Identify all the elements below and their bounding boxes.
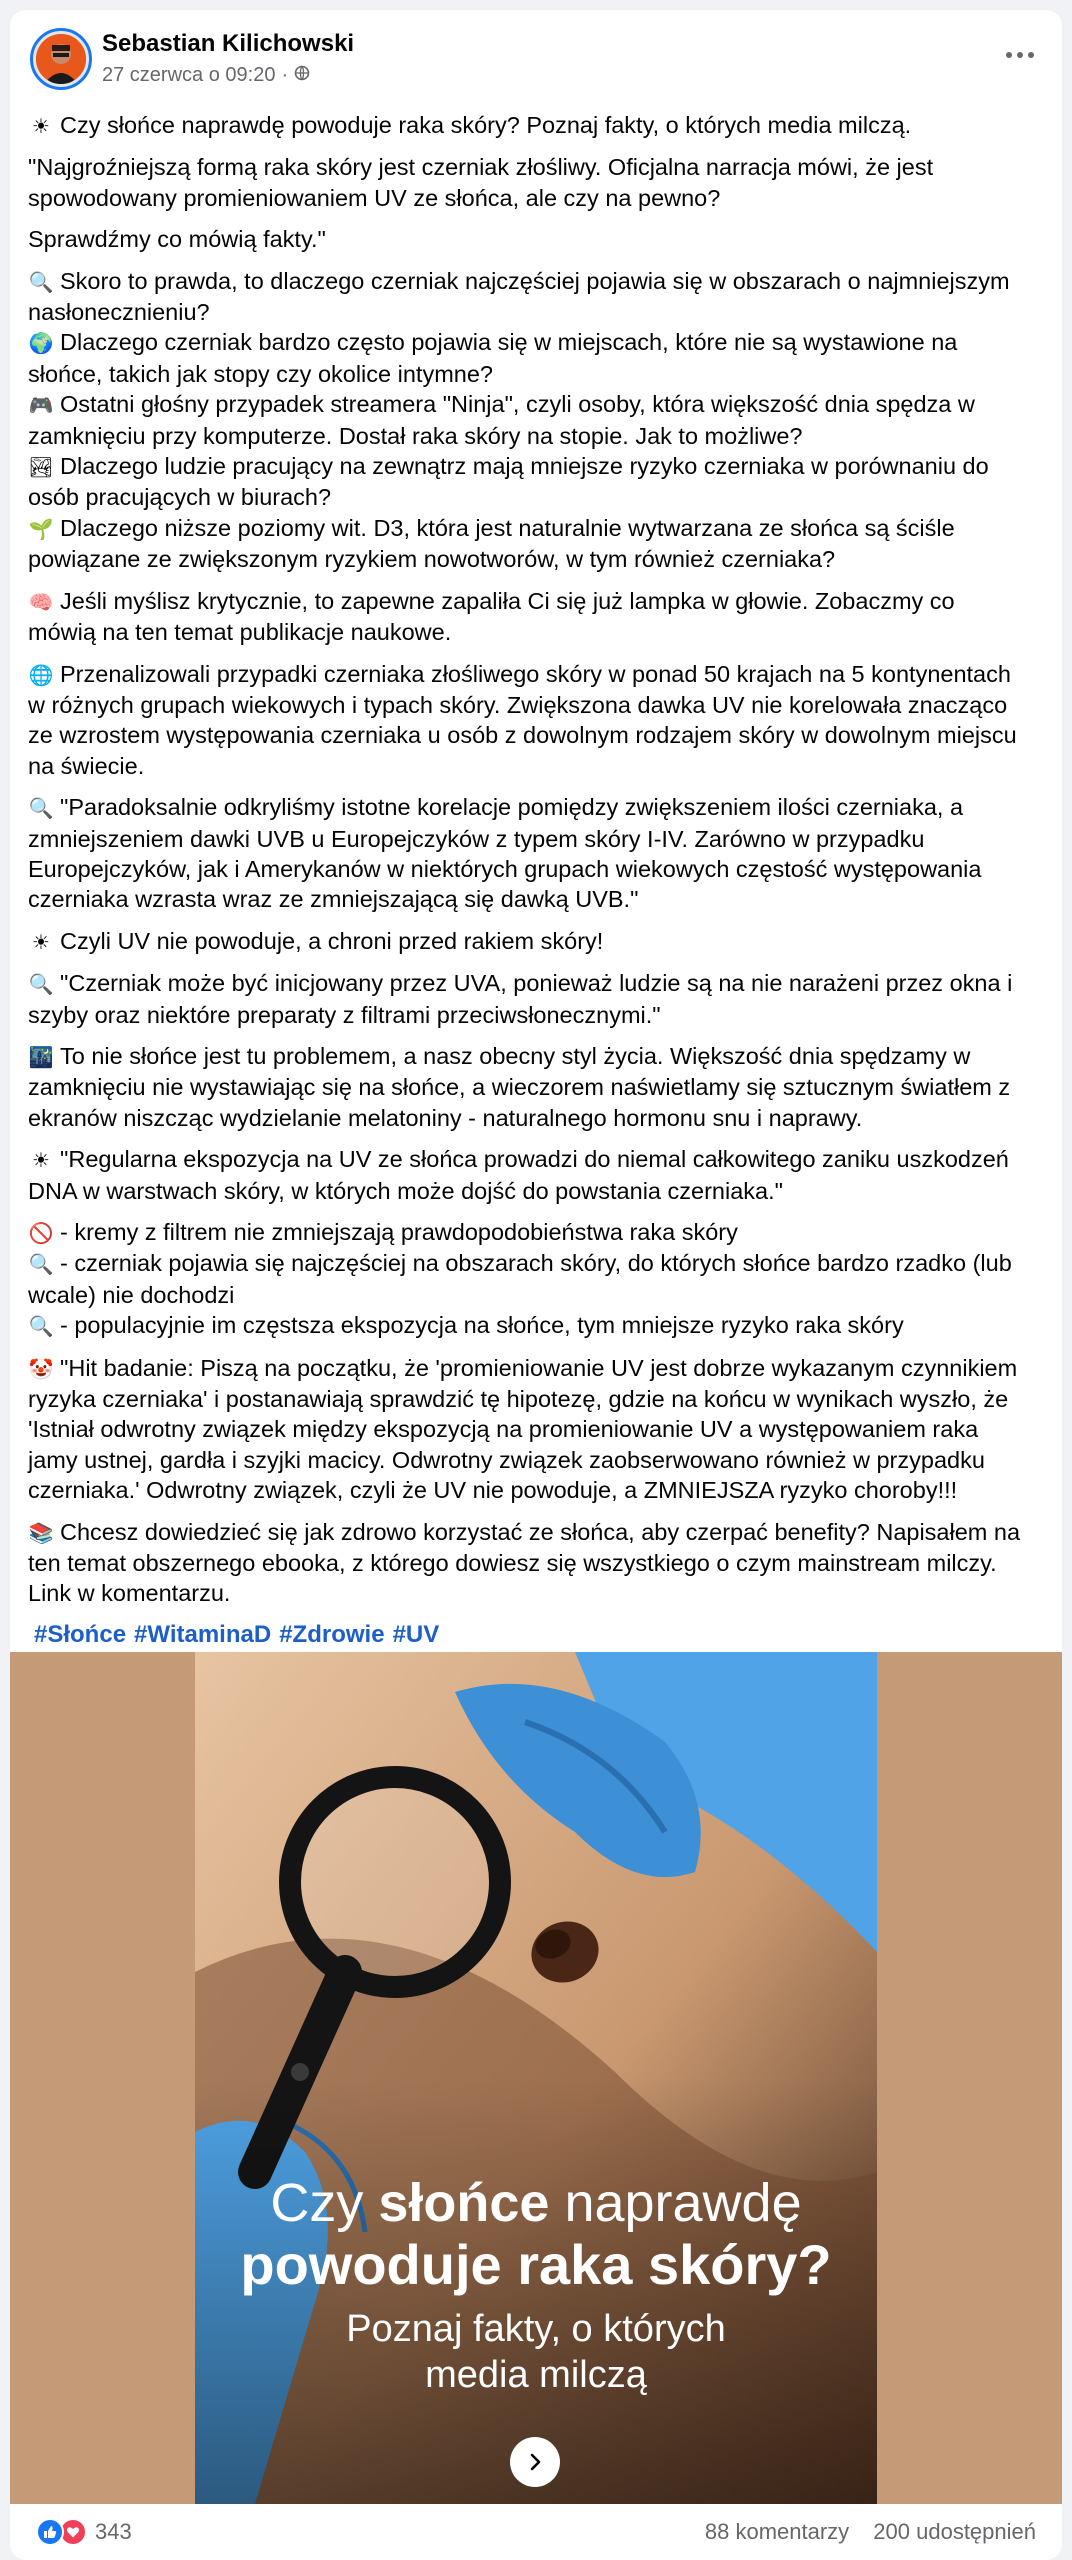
post-line: [28, 884, 1044, 914]
post-line: [28, 327, 1044, 358]
emoji-icon: 🧠: [28, 589, 54, 614]
post-line: [28, 586, 1044, 617]
emoji-icon: 🔍: [28, 972, 54, 997]
post-line: [28, 968, 1044, 999]
post-line-text: Czyli UV nie powoduje, a chroni przed rakiem skóry!: [60, 927, 604, 954]
post-meta: [102, 64, 310, 87]
headline-regular: Czy: [270, 2173, 379, 2233]
emoji-icon: ☀: [32, 1148, 50, 1173]
post-line: [28, 389, 1044, 420]
emoji-icon: 🔍: [28, 1314, 54, 1339]
post-line: [28, 659, 1044, 690]
comments-count[interactable]: 88 komentarzy: [704, 2519, 850, 2544]
post-line-text: czerniaka wzrasta wraz ze zmniejszającą się dawką UVB.": [28, 886, 639, 913]
post-line-text: słońce, takich jak stopy czy okolice intymne?: [28, 360, 493, 387]
emoji-icon: 🔍: [28, 796, 54, 821]
post-line: [28, 544, 1044, 574]
dot-icon: [1028, 52, 1034, 58]
post-line: [28, 926, 1044, 957]
image-subtitle-line2: media milczą: [425, 2354, 647, 2396]
post-paragraph: [28, 266, 1044, 575]
post-paragraph: [28, 1144, 1044, 1206]
hashtag-link[interactable]: #Słońce: [34, 1620, 127, 1648]
image-panel: [195, 1652, 877, 2504]
post-line-text: powiązane ze zwiększonym ryzykiem nowotworów, w tym również czerniaka?: [28, 546, 836, 573]
post-line-text: Skoro to prawda, to dlaczego czerniak najczęściej pojawia się w obszarach o najmniejszym: [60, 267, 1010, 294]
post-line: [28, 792, 1044, 823]
post-line-text: szyby oraz niektóre preparaty z filtrami przeciwsłonecznymi.": [28, 1001, 661, 1028]
post-line-text: jamy ustnej, gardła i szyjki macicy. Odwrotny związek zaobserwowano również w przypadku: [28, 1446, 985, 1473]
emoji-icon: 🌃: [28, 1044, 54, 1069]
dot-icon: [1017, 52, 1023, 58]
emoji-icon: ☀: [32, 114, 50, 138]
post-line: [28, 1517, 1044, 1548]
post-line: [28, 110, 1044, 141]
emoji-icon: 🌱: [28, 516, 54, 541]
emoji-icon: 🎮: [28, 393, 54, 418]
emoji-icon: 📚: [28, 1520, 54, 1545]
post-line: [28, 617, 1044, 647]
post-header: [10, 10, 1062, 98]
post-line-text: 'Istniał odwrotny związek między ekspozycją na promieniowanie UV a występowaniem raka: [28, 1416, 979, 1443]
post-line: [28, 183, 1044, 213]
emoji-icon: 🚫: [28, 1221, 54, 1245]
hashtag-link[interactable]: #UV: [392, 1620, 440, 1648]
image-headline-line1: [195, 2172, 877, 2234]
post-line: [28, 297, 1044, 327]
post-line-text: Dlaczego ludzie pracujący na zewnątrz mają mniejsze ryzyko czerniaka w porównaniu do: [60, 453, 989, 480]
post-paragraph: [28, 1217, 1044, 1342]
post-line-text: "Paradoksalnie odkryliśmy istotne korelacje pomiędzy zwiększeniem ilości czerniaka, a: [60, 794, 964, 821]
avatar-photo: [36, 34, 86, 84]
post-card: [10, 10, 1062, 2560]
post-line-text: ekranów niszcząc wydzielanie melatoniny - naturalnego hormonu snu i naprawy.: [28, 1104, 863, 1131]
image-subtitle-line1: Poznaj fakty, o których: [346, 2308, 726, 2350]
emoji-icon: 🌍: [28, 331, 54, 356]
post-line: [28, 1578, 1044, 1608]
post-line-text: mówią na ten temat publikacje naukowe.: [28, 619, 452, 646]
post-line: [28, 824, 1044, 854]
post-line-text: nasłonecznieniu?: [28, 299, 210, 326]
post-line-text: czerniaka.' Odwrotny związek, czyli że UV nie powoduje, a ZMNIEJSZA ryzyko choroby!!!: [28, 1477, 958, 1504]
post-date[interactable]: 27 czerwca o 09:20: [102, 64, 276, 86]
post-line-text: ten temat obszernego ebooka, z którego dowiesz się wszystkiego o czym mainstream milczy.: [28, 1550, 997, 1577]
post-line: [28, 854, 1044, 884]
emoji-icon: 🤡: [28, 1356, 54, 1381]
like-reaction-icon: [36, 2518, 64, 2546]
engagement-stats: [687, 2519, 1036, 2545]
hashtag-link[interactable]: #WitaminaD: [134, 1620, 272, 1648]
post-line-text: osób pracujących w biurach?: [28, 484, 332, 511]
emoji-icon: 🔍: [28, 269, 54, 294]
post-line: [28, 482, 1044, 512]
post-paragraph: [28, 1041, 1044, 1133]
chevron-right-icon: [524, 2451, 546, 2473]
post-line: [28, 513, 1044, 544]
post-paragraph: [28, 110, 1044, 141]
post-line-text: wcale) nie dochodzi: [28, 1281, 235, 1308]
post-line: [28, 690, 1044, 720]
post-image[interactable]: [10, 1652, 1062, 2504]
post-line: [28, 1310, 1044, 1341]
post-line: [28, 1217, 1044, 1248]
post-paragraph: [28, 926, 1044, 957]
reactions[interactable]: [36, 2518, 132, 2546]
post-paragraph: [28, 1517, 1044, 1609]
post-paragraph: [28, 152, 1044, 213]
post-line-text: Przenalizowali przypadki czerniaka złośliwego skóry w ponad 50 krajach na 5 kontynentach: [60, 660, 1011, 687]
post-paragraph: [28, 659, 1044, 782]
avatar[interactable]: [30, 28, 92, 90]
post-line: [28, 1414, 1044, 1444]
post-line-text: - kremy z filtrem nie zmniejszają prawdopodobieństwa raka skóry: [60, 1219, 738, 1245]
post-line-text: na świecie.: [28, 752, 145, 779]
post-line: [28, 1445, 1044, 1475]
post-line-text: zamknięciu przy komputerze. Dostał raka skóry na stopie. Jak to możliwe?: [28, 422, 803, 449]
post-line: [28, 224, 1044, 254]
post-line: [28, 751, 1044, 781]
post-line-text: - populacyjnie im częstsza ekspozycja na słońce, tym mniejsze ryzyko raka skóry: [60, 1312, 904, 1339]
reactions-count: 343: [95, 2519, 132, 2544]
post-paragraph: [28, 224, 1044, 254]
post-line-text: Sprawdźmy co mówią fakty.": [28, 226, 326, 253]
post-line-text: zamknięciu nie wystawiając się na słońce, a wieczorem naświetlamy się sztucznym światłem z: [28, 1074, 1011, 1101]
post-line: [28, 1041, 1044, 1072]
post-line-text: ryzyka czerniaka' i postanawiają sprawdzić tę hipotezę, gdzie na końcu w wynikach wyszło, że: [28, 1386, 1009, 1413]
post-paragraph: [28, 1353, 1044, 1506]
post-line-text: Link w komentarzu.: [28, 1580, 231, 1607]
post-line: [28, 1384, 1044, 1414]
carousel-next-button[interactable]: [510, 2437, 560, 2487]
post-line-text: To nie słońce jest tu problemem, a nasz obecny styl życia. Większość dnia spędzamy w: [60, 1042, 971, 1069]
image-headline-line2: powoduje raka skóry?: [240, 2233, 832, 2296]
post-line: [28, 1176, 1044, 1206]
post-line: [28, 720, 1044, 750]
post-line-text: Jeśli myślisz krytycznie, to zapewne zapaliła Ci się już lampka w głowie. Zobaczmy co: [60, 587, 955, 614]
post-line-text: DNA w warstwach skóry, w których może dojść do powstania czerniaka.": [28, 1177, 783, 1204]
emoji-icon: ☀: [32, 929, 50, 954]
post-line-text: spowodowany promieniowaniem UV ze słońca, ale czy na pewno?: [28, 184, 721, 211]
shares-count[interactable]: 200 udostępnień: [873, 2519, 1036, 2544]
post-line-text: w różnych grupach wiekowych i typach skóry. Zwiększona dawka UV nie korelowała znacząco: [28, 691, 1008, 718]
post-line: [28, 1248, 1044, 1279]
post-line-text: Ostatni głośny przypadek streamera "Ninja", czyli osoby, która większość dnia spędza w: [60, 391, 975, 418]
headline-bold: słońce: [378, 2173, 550, 2233]
post-line-text: zmniejszeniem dawki UVB u Europejczyków z typem skóry I-IV. Zarówno w przypadku: [28, 825, 925, 852]
post-line-text: "Hit badanie: Piszą na początku, że 'promieniowanie UV jest dobrze wykazanym czynnikiem: [60, 1354, 1018, 1381]
headline-end: naprawdę: [549, 2173, 802, 2233]
post-line: [28, 266, 1044, 297]
globe-icon: [294, 64, 310, 87]
post-line-text: Dlaczego niższe poziomy wit. D3, która jest naturalnie wytwarzana ze słońca są ściśle: [60, 514, 955, 541]
post-line: [28, 1072, 1044, 1102]
post-paragraph: [28, 792, 1044, 915]
post-line: [28, 1548, 1044, 1578]
dot-icon: [1006, 52, 1012, 58]
post-line-text: "Czerniak może być inicjowany przez UVA, ponieważ ludzie są na nie narażeni przez okna i: [60, 970, 1013, 997]
more-options-button[interactable]: [1000, 40, 1040, 70]
post-line: [28, 421, 1044, 451]
post-line: [28, 152, 1044, 182]
emoji-icon: 🏞: [28, 455, 54, 480]
post-line: [28, 1475, 1044, 1505]
post-line-text: ze wzrostem występowania czerniaka u osób z dowolnym rodzajem skóry w dowolnym miejscu: [28, 722, 1017, 749]
post-line-text: Czy słońce naprawdę powoduje raka skóry? Poznaj fakty, o których media milczą.: [60, 112, 912, 138]
post-line: [28, 1000, 1044, 1030]
post-line-text: Chcesz dowiedzieć się jak zdrowo korzystać ze słońca, aby czerpać benefity? Napisałem na: [60, 1518, 1021, 1545]
post-line-text: Europejczyków, jak i Amerykanów w niektórych grupach wiekowych częstość występowania: [28, 855, 982, 882]
post-footer: [10, 2504, 1062, 2560]
post-line: [28, 359, 1044, 389]
post-line-text: "Najgroźniejszą formą raka skóry jest czerniak złośliwy. Oficjalna narracja mówi, że jest: [28, 154, 934, 181]
post-line: [28, 1280, 1044, 1310]
author-name[interactable]: Sebastian Kilichowski: [102, 30, 355, 57]
post-paragraph: [28, 586, 1044, 648]
post-line: [28, 1103, 1044, 1133]
post-line: [28, 1144, 1044, 1175]
post-line: [28, 1353, 1044, 1384]
post-line: [28, 451, 1044, 482]
hashtag-link[interactable]: #Zdrowie: [279, 1620, 385, 1648]
image-overlay-text: [195, 2172, 877, 2398]
post-line-text: "Regularna ekspozycja na UV ze słońca prowadzi do niemal całkowitego zaniku uszkodzeń: [60, 1146, 1009, 1173]
emoji-icon: 🔍: [28, 1252, 54, 1277]
post-text: [28, 110, 1044, 1650]
emoji-icon: 🌐: [28, 662, 54, 687]
post-line-text: Dlaczego czerniak bardzo często pojawia się w miejscach, które nie są wystawione na: [60, 329, 958, 356]
post-line-text: - czerniak pojawia się najczęściej na obszarach skóry, do których słońce bardzo rzadko (lub: [60, 1250, 1012, 1277]
meta-separator: ·: [281, 64, 289, 86]
post-paragraph: [28, 968, 1044, 1030]
hashtags: [28, 1620, 1044, 1650]
